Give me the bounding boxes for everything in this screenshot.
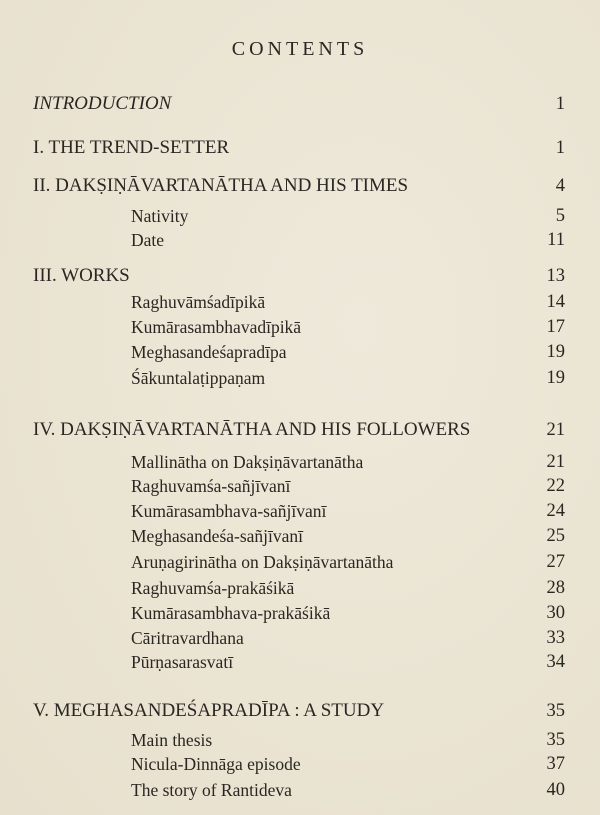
- entry-page-number: 35: [546, 730, 565, 750]
- entry-title: Raghuvāmśadīpikā: [131, 292, 266, 312]
- entry-title: I. THE TREND-SETTER: [33, 137, 230, 158]
- toc-chapter-entry: [0, 174, 600, 198]
- entry-title: Meghasandeśa-sañjīvanī: [131, 526, 304, 546]
- entry-title: Pūrṇasarasvatī: [131, 652, 234, 672]
- entry-title: Mallinātha on Dakṣiṇāvartanātha: [131, 452, 364, 472]
- entry-page-number: 21: [546, 452, 565, 472]
- entry-title: Raghuvamśa-prakāśikā: [131, 578, 295, 598]
- entry-title: V. MEGHASANDEŚAPRADĪPA : A STUDY: [33, 700, 385, 721]
- entry-page-number: 13: [546, 266, 565, 286]
- toc-section-entry: [0, 576, 600, 600]
- entry-page-number: 34: [546, 652, 565, 672]
- toc-section-entry: [0, 204, 600, 228]
- toc-section-entry: [0, 601, 600, 625]
- toc-section-entry: [0, 499, 600, 523]
- toc-chapter-entry: [0, 418, 600, 442]
- entry-page-number: 25: [546, 526, 565, 546]
- toc-section-entry: [0, 778, 600, 802]
- entry-page-number: 19: [546, 342, 565, 362]
- entry-title: Date: [131, 230, 165, 250]
- toc-chapter-entry: [0, 264, 600, 288]
- entry-page-number: 30: [546, 603, 565, 623]
- entry-title: Kumārasambhava-sañjīvanī: [131, 501, 327, 521]
- entry-page-number: 4: [555, 176, 565, 196]
- entry-title: II. DAKṢIṆĀVARTANĀTHA AND HIS TIMES: [33, 175, 409, 196]
- toc-section-entry: [0, 366, 600, 390]
- entry-page-number: 24: [546, 501, 565, 521]
- entry-page-number: 27: [546, 552, 565, 572]
- entry-title: IV. DAKṢIṆĀVARTANĀTHA AND HIS FOLLOWERS: [33, 419, 471, 440]
- entry-page-number: 5: [555, 206, 565, 226]
- contents-title: CONTENTS: [231, 38, 369, 60]
- entry-title: Cāritravardhana: [131, 628, 244, 648]
- entry-title: Aruṇagirinātha on Dakṣiṇāvartanātha: [131, 552, 394, 572]
- entry-title: Main thesis: [131, 730, 213, 750]
- entry-page-number: 21: [546, 420, 565, 440]
- entry-page-number: 37: [546, 754, 565, 774]
- entry-title: III. WORKS: [33, 265, 130, 286]
- entry-page-number: 28: [546, 578, 565, 598]
- toc-section-entry: [0, 340, 600, 364]
- toc-section-entry: [0, 728, 600, 752]
- entry-page-number: 17: [546, 317, 565, 337]
- toc-section-entry: [0, 450, 600, 474]
- entry-page-number: 1: [555, 94, 565, 114]
- toc-section-entry: [0, 315, 600, 339]
- toc-chapter-entry: [0, 699, 600, 723]
- toc-section-entry: [0, 524, 600, 548]
- entry-page-number: 22: [546, 476, 565, 496]
- toc-section-entry: [0, 626, 600, 650]
- entry-title: Meghasandeśapradīpa: [131, 342, 287, 362]
- entry-title: Śākuntalaṭippaṇam: [131, 368, 266, 388]
- entry-page-number: 35: [546, 701, 565, 721]
- toc-section-entry: [0, 228, 600, 252]
- entry-title: Kumārasambhava-prakāśikā: [131, 603, 331, 623]
- entry-title: The story of Rantideva: [131, 780, 292, 800]
- entry-title: Kumārasambhavadīpikā: [131, 317, 302, 337]
- entry-title: Raghuvamśa-sañjīvanī: [131, 476, 291, 496]
- toc-chapter-entry: [0, 92, 600, 116]
- toc-section-entry: [0, 550, 600, 574]
- entry-page-number: 33: [546, 628, 565, 648]
- entry-page-number: 14: [546, 292, 565, 312]
- toc-section-entry: [0, 650, 600, 674]
- entry-title: Nativity: [131, 206, 189, 226]
- toc-chapter-entry: [0, 136, 600, 160]
- toc-section-entry: [0, 752, 600, 776]
- toc-section-entry: [0, 290, 600, 314]
- entry-title: INTRODUCTION: [33, 93, 172, 114]
- entry-page-number: 11: [547, 230, 565, 250]
- entry-page-number: 1: [555, 138, 565, 158]
- entry-page-number: 40: [546, 780, 565, 800]
- toc-section-entry: [0, 474, 600, 498]
- entry-page-number: 19: [546, 368, 565, 388]
- entry-title: Nicula-Dinnāga episode: [131, 754, 301, 774]
